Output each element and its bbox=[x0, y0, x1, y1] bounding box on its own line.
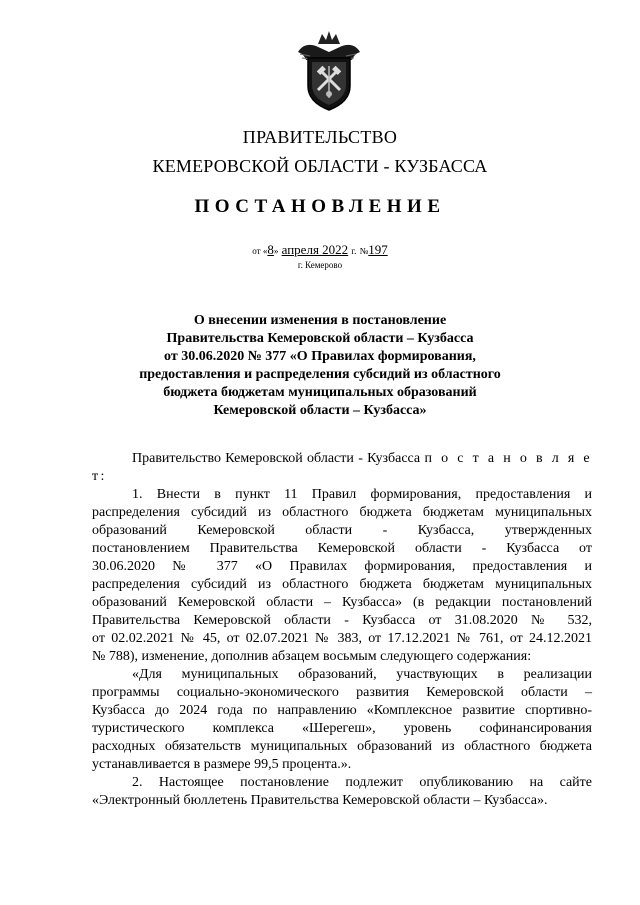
para1-line: распределения субсидий из областного бюджета бюджетам муниципальных bbox=[92, 577, 592, 592]
preamble-text: Правительство Кемеровской области - Кузбасса bbox=[132, 451, 421, 466]
title-line: О внесении изменения в постановление bbox=[193, 313, 447, 328]
quote-line: программы социально-экономического развития Кемеровской области – bbox=[92, 685, 592, 700]
para1-line: от 02.02.2021 № 45, от 02.07.2021 № 383, от 17.12.2021 № 761, от 24.12.2021 bbox=[92, 631, 592, 646]
title-line: Правительства Кемеровской области – Кузбасса bbox=[166, 331, 474, 346]
title-line: предоставления и распределения субсидий из областного bbox=[139, 367, 501, 382]
para1-line: 30.06.2020 № 377 «О Правилах формирования, предоставления и bbox=[92, 559, 592, 574]
para1-line: распределения субсидий из областного бюджета бюджетам муниципальных bbox=[92, 505, 592, 520]
year-suffix: г. bbox=[351, 246, 357, 256]
title-line: от 30.06.2020 № 377 «О Правилах формирования, bbox=[164, 349, 476, 364]
document-number: 197 bbox=[368, 242, 388, 257]
document-date-number bbox=[0, 242, 640, 258]
para2-line: «Электронный бюллетень Правительства Кемеровской области – Кузбасса». bbox=[92, 793, 548, 808]
preamble-resolves: п о с т а н о в л я е т: bbox=[92, 451, 593, 484]
title-line: бюджета бюджетам муниципальных образований bbox=[163, 385, 477, 400]
government-title-line1: ПРАВИТЕЛЬСТВО bbox=[242, 127, 398, 147]
date-mid: » bbox=[273, 246, 279, 256]
date-prefix: от « bbox=[252, 246, 268, 256]
quote-line: «Для муниципальных образований, участвующих в реализации bbox=[132, 667, 592, 682]
document-title bbox=[100, 312, 540, 420]
document-city: г. Кемерово bbox=[297, 260, 343, 270]
para1-line: образований Кемеровской области - Кузбасса, утвержденных bbox=[92, 523, 592, 538]
document-body bbox=[92, 450, 592, 810]
title-line: Кемеровской области – Кузбасса» bbox=[213, 403, 427, 418]
quote-line: туристического комплекса «Шерегеш», уровень софинансирования bbox=[92, 721, 592, 736]
quote-line: расходных обязательств муниципальных образований из областного бюджета bbox=[92, 739, 592, 754]
document-type-heading: ПОСТАНОВЛЕНИЕ bbox=[194, 196, 446, 217]
para2-line: 2. Настоящее постановление подлежит опубликованию на сайте bbox=[132, 775, 592, 790]
para1-line: образований Кемеровской области – Кузбасса» (в редакции постановлений bbox=[92, 595, 592, 610]
number-prefix: № bbox=[359, 246, 369, 256]
para1-line: 1. Внести в пункт 11 Правил формирования, предоставления и bbox=[132, 487, 592, 502]
para1-line: Правительства Кемеровской области - Кузбасса от 31.08.2020 № 532, bbox=[92, 613, 592, 628]
preamble bbox=[92, 450, 592, 486]
quote-line: Кузбасса до 2024 года по направлению «Комплексное развитие спортивно- bbox=[92, 703, 592, 718]
document-day: 8 bbox=[267, 242, 274, 257]
government-title-line2: КЕМЕРОВСКОЙ ОБЛАСТИ - КУЗБАССА bbox=[152, 156, 488, 176]
document-month-year: апреля 2022 bbox=[281, 242, 349, 257]
para1-line: постановлением Правительства Кемеровской области - Кузбасса от bbox=[92, 541, 592, 556]
quote-line: устанавливается в размере 99,5 процента.». bbox=[92, 757, 352, 772]
para1-line: № 788), изменение, дополнив абзацем восьмым следующего содержания: bbox=[92, 649, 532, 664]
coat-of-arms-emblem bbox=[296, 28, 362, 112]
